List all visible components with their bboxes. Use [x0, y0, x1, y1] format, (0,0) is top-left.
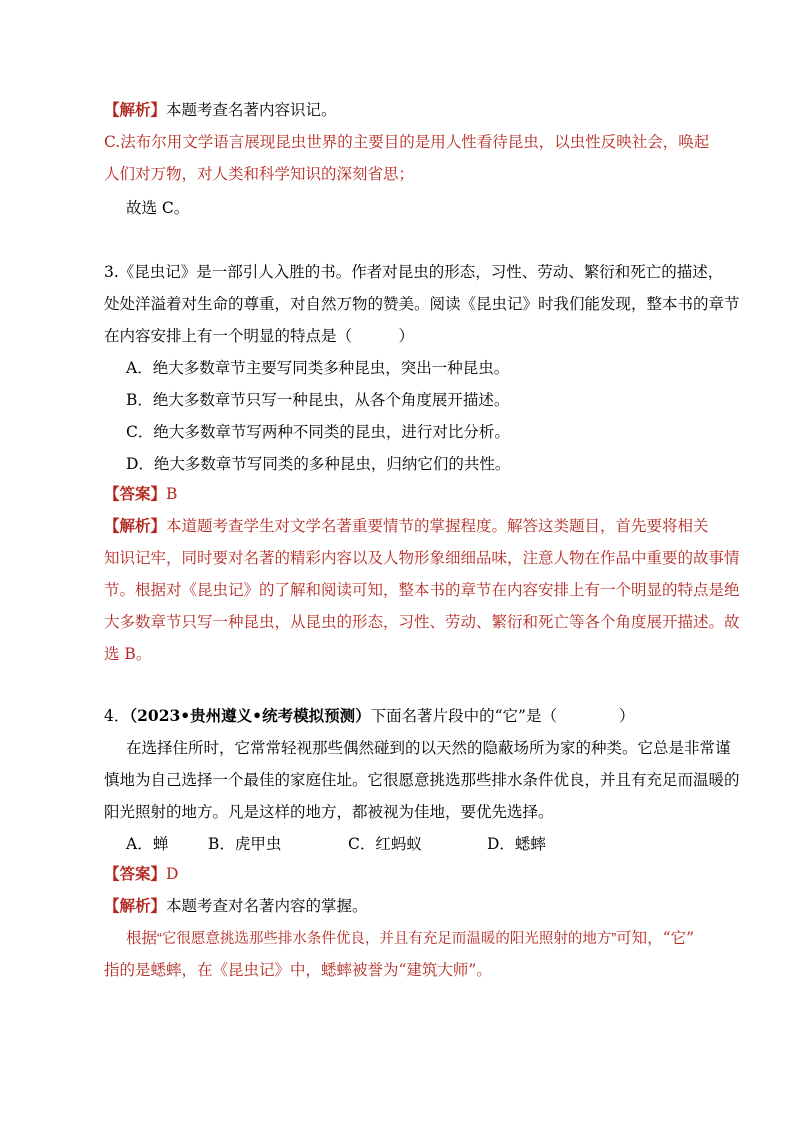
- q3-stem-line3: 在内容安排上有一个明显的特点是（ ）: [104, 327, 415, 345]
- analysis-label: 【解析】: [104, 516, 167, 535]
- q4-passage-line1: 在选择住所时，它常常轻视那些偶然碰到的以天然的隐蔽场所为家的种类。它总是非常谨: [126, 739, 731, 757]
- q2-conclusion: 故选 C。: [126, 199, 190, 217]
- q2-explanation-line2: 人们对万物，对人类和科学知识的深刻省思；: [104, 165, 415, 183]
- q3-analysis-line1: [104, 516, 734, 536]
- q3-analysis-line2: 知识记牢，同时要对名著的精彩内容以及人物形象细细品味，注意人物在作品中重要的故事情: [104, 549, 740, 567]
- q4-choice-a: A．蝉: [126, 835, 169, 853]
- q4-number: 4．: [104, 707, 130, 725]
- q4-passage-line2: 慎地为自己选择一个最佳的家庭住址。它很愿意挑选那些排水条件优良，并且有充足而温暖的: [104, 771, 740, 789]
- answer-value: D: [166, 865, 179, 883]
- q4-source: （2023•贵州遵义•统考模拟预测）: [129, 706, 371, 725]
- q3-stem-line2: 处处洋溢着对生命的尊重，对自然万物的赞美。阅读《昆虫记》时我们能发现，整本书的章节: [104, 295, 740, 313]
- q4-explanation-line2: 指的是蟋蟀，在《昆虫记》中，蟋蟀被誉为“建筑大师”。: [104, 961, 492, 979]
- analysis-text: 本题考查对名著内容的掌握。: [166, 897, 368, 915]
- q4-choice-c: C．红蚂蚁: [348, 835, 422, 853]
- q2-analysis: [104, 100, 734, 120]
- q3-option-a: A．绝大多数章节主要写同类多种昆虫，突出一种昆虫。: [126, 359, 510, 377]
- q4-stem-text: 下面名著片段中的“它”是（ ）: [370, 707, 635, 725]
- q3-answer: [104, 484, 734, 504]
- answer-label: 【答案】: [104, 864, 167, 883]
- q2-explanation-line1: C.法布尔用文学语言展现昆虫世界的主要目的是用人性看待昆虫，以虫性反映社会，唤起: [104, 133, 710, 151]
- expl-prefix: 根据: [126, 929, 158, 947]
- expl-quote: “它很愿意挑选那些排水条件优良，并且有充足而温暖的阳光照射的地方”: [157, 931, 617, 947]
- q3-stem-line1: 3.《昆虫记》是一部引人入胜的书。作者对昆虫的形态，习性、劳动、繁衍和死亡的描述，: [104, 263, 724, 281]
- q4-analysis: [104, 896, 734, 916]
- answer-label: 【答案】: [104, 484, 167, 503]
- q4-answer: [104, 864, 734, 884]
- q3-option-d: D．绝大多数章节写同类的多种昆虫，归纳它们的共性。: [126, 455, 511, 473]
- analysis-label: 【解析】: [104, 896, 167, 915]
- q4-stem: [104, 706, 734, 726]
- q3-option-b: B．绝大多数章节只写一种昆虫，从各个角度展开描述。: [126, 391, 510, 409]
- q4-explanation-line1: [126, 928, 734, 949]
- analysis-label: 【解析】: [104, 100, 167, 119]
- q4-choice-d: D．蟋蟀: [487, 835, 546, 853]
- q3-option-c: C．绝大多数章节写两种不同类的昆虫，进行对比分析。: [126, 423, 510, 441]
- analysis-text: 本题考查名著内容识记。: [166, 101, 337, 119]
- q3-analysis-line4: 大多数章节只写一种昆虫，从昆虫的形态，习性、劳动、繁衍和死亡等各个角度展开描述。故: [104, 613, 740, 631]
- expl-suffix: 可知，“它”: [616, 929, 695, 947]
- q3-analysis-line5: 选 B。: [104, 645, 152, 663]
- q4-passage-line3: 阳光照射的地方。凡是这样的地方，都被视为佳地，要优先选择。: [104, 803, 554, 821]
- q4-choice-b: B．虎甲虫: [208, 835, 282, 853]
- q3-analysis-line3: 节。根据对《昆虫记》的了解和阅读可知，整本书的章节在内容安排上有一个明显的特点是绝: [104, 581, 740, 599]
- analysis-text: 本道题考查学生对文学名著重要情节的掌握程度。解答这类题目，首先要将相关: [166, 517, 709, 535]
- answer-value: B: [166, 485, 178, 503]
